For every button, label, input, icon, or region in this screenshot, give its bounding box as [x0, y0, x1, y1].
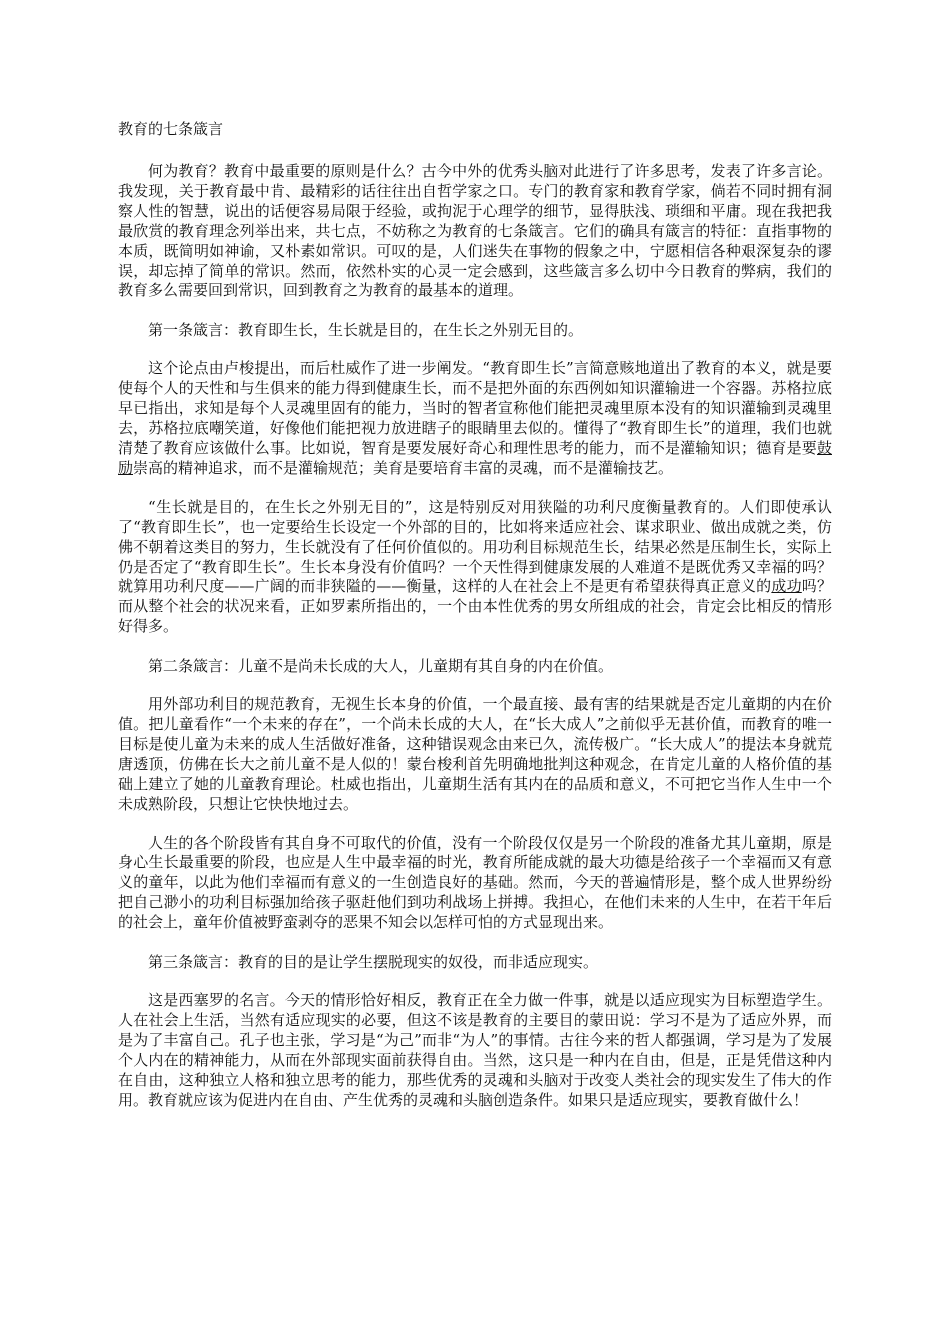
maxim-2-paragraph-2: 人生的各个阶段皆有其自身不可取代的价值，没有一个阶段仅仅是另一个阶段的准备尤其儿童期，原是身心生长最重要的阶段，也应是人生中最幸福的时光，教育所能成就的最大功德是给孩子一个幸福而又有意义的童年，以此为他们幸福而有意义的一生创造良好的基础。然而，今天的普遍情形是，整个成人世界纷纷把自己渺小的功利目标强加给孩子驱赶他们到功利战场上拼搏。我担心，在他们未来的人生中，在若干年后的社会上，童年价值被野蛮剥夺的恶果不知会以怎样可怕的方式显现出来。 — [118, 833, 832, 932]
intro-paragraph: 何为教育？教育中最重要的原则是什么？古今中外的优秀头脑对此进行了许多思考，发表了许多言论。我发现，关于教育最中肯、最精彩的话往往出自哲学家之口。专门的教育家和教育学家，倘若不同时拥有洞察人性的智慧，说出的话便容易局限于经验，或拘泥于心理学的细节，显得肤浅、琐细和平庸。现在我把我最欣赏的教育理念列举出来，共七点，不妨称之为教育的七条箴言。它们的确具有箴言的特征：直指事物的本质，既简明如神谕，又朴素如常识。可叹的是，人们迷失在事物的假象之中，宁愿相信各种艰深复杂的谬误，却忘掉了简单的常识。然而，依然朴实的心灵一定会感到，这些箴言多么切中今日教育的弊病，我们的教育多么需要回到常识，回到教育之为教育的最基本的道理。 — [118, 162, 832, 300]
maxim-3-paragraph-1: 这是西塞罗的名言。今天的情形恰好相反，教育正在全力做一件事，就是以适应现实为目标塑造学生。人在社会上生活，当然有适应现实的必要，但这不该是教育的主要目的蒙田说：学习不是为了适应外界，而是为了丰富自己。孔子也主张，学习是“为己”而非“为人”的事情。古往今来的哲人都强调，学习是为了发展个人内在的精神能力，从而在外部现实面前获得自由。当然，这只是一种内在自由，但是，正是凭借这种内在自由，这种独立人格和独立思考的能力，那些优秀的灵魂和头脑对于改变人类社会的现实发生了伟大的作用。教育就应该为促进内在自由、产生优秀的灵魂和头脑创造条件。如果只是适应现实，要教育做什么！ — [118, 991, 832, 1109]
document-page — [118, 118, 832, 1130]
maxim-1-paragraph-2 — [118, 498, 832, 637]
text-span: 这个论点由卢梭提出，而后杜威作了进一步阐发。“教育即生长”言简意赅地道出了教育的本义，就是要使每个人的天性和与生俱来的能力得到健康生长，而不是把外面的东西例如知识灌输进一个容器。苏格拉底早已指出，求知是每个人灵魂里固有的能力，当时的智者宣称他们能把灵魂里原本没有的知识灌输到灵魂里去，苏格拉底嘲笑道，好像他们能把视力放进瞎子的眼睛里去似的。懂得了“教育即生长”的道理，我们也就清楚了教育应该做什么事。比如说，智育是要发展好奇心和理性思考的能力，而不是灌输知识；德育是要 — [118, 359, 832, 457]
maxim-1-heading: 第一条箴言：教育即生长，生长就是目的，在生长之外别无目的。 — [148, 321, 584, 340]
maxim-3-heading: 第三条箴言：教育的目的是让学生摆脱现实的奴役，而非适应现实。 — [148, 953, 599, 972]
maxim-2-heading: 第二条箴言：儿童不是尚未长成的大人，儿童期有其自身的内在价值。 — [148, 657, 614, 676]
link-guli[interactable]: 鼓励 — [118, 438, 832, 477]
link-chenggong[interactable]: 成功 — [771, 577, 802, 596]
maxim-2-paragraph-1: 用外部功利目的规范教育，无视生长本身的价值，一个最直接、最有害的结果就是否定儿童期的内在价值。把儿童看作“一个未来的存在”，一个尚未长成的大人，在“长大成人”之前似乎无甚价值，而教育的唯一目标是使儿童为未来的成人生活做好准备，这种错误观念由来已久，流传极广。“长大成人”的提法本身就荒唐透顶，仿佛在长大之前儿童不是人似的！蒙台梭利首先明确地批判这种观念，在肯定儿童的人格价值的基础上建立了她的儿童教育理论。杜威也指出，儿童期生活有其内在的品质和意义，不可把它当作人生中一个未成熟阶段，只想让它快快地过去。 — [118, 695, 832, 813]
text-span: 吗？而从整个社会的状况来看，正如罗素所指出的，一个由本性优秀的男女所组成的社会，肯定会比相反的情形好得多。 — [118, 577, 832, 636]
document-title: 教育的七条箴言 — [118, 120, 224, 138]
maxim-1-paragraph-1 — [118, 359, 832, 478]
text-span: “生长就是目的，在生长之外别无目的”，这是特别反对用狭隘的功利尺度衡量教育的。人们即使承认了“教育即生长”，也一定要给生长设定一个外部的目的，比如将来适应社会、谋求职业、做出成就之类，仿佛不朝着这类目的努力，生长就没有了任何价值似的。用功利目标规范生长，结果必然是压制生长，实际上仍是否定了“教育即生长”。生长本身没有价值吗？一个天性得到健康发展的人难道不是既优秀又幸福的吗？就算用功利尺度——广阔的而非狭隘的——衡量，这样的人在社会上不是更有希望获得真正意义的 — [118, 497, 832, 596]
text-span: 崇高的精神追求，而不是灌输规范；美育是要培育丰富的灵魂，而不是灌输技艺。 — [133, 458, 674, 477]
